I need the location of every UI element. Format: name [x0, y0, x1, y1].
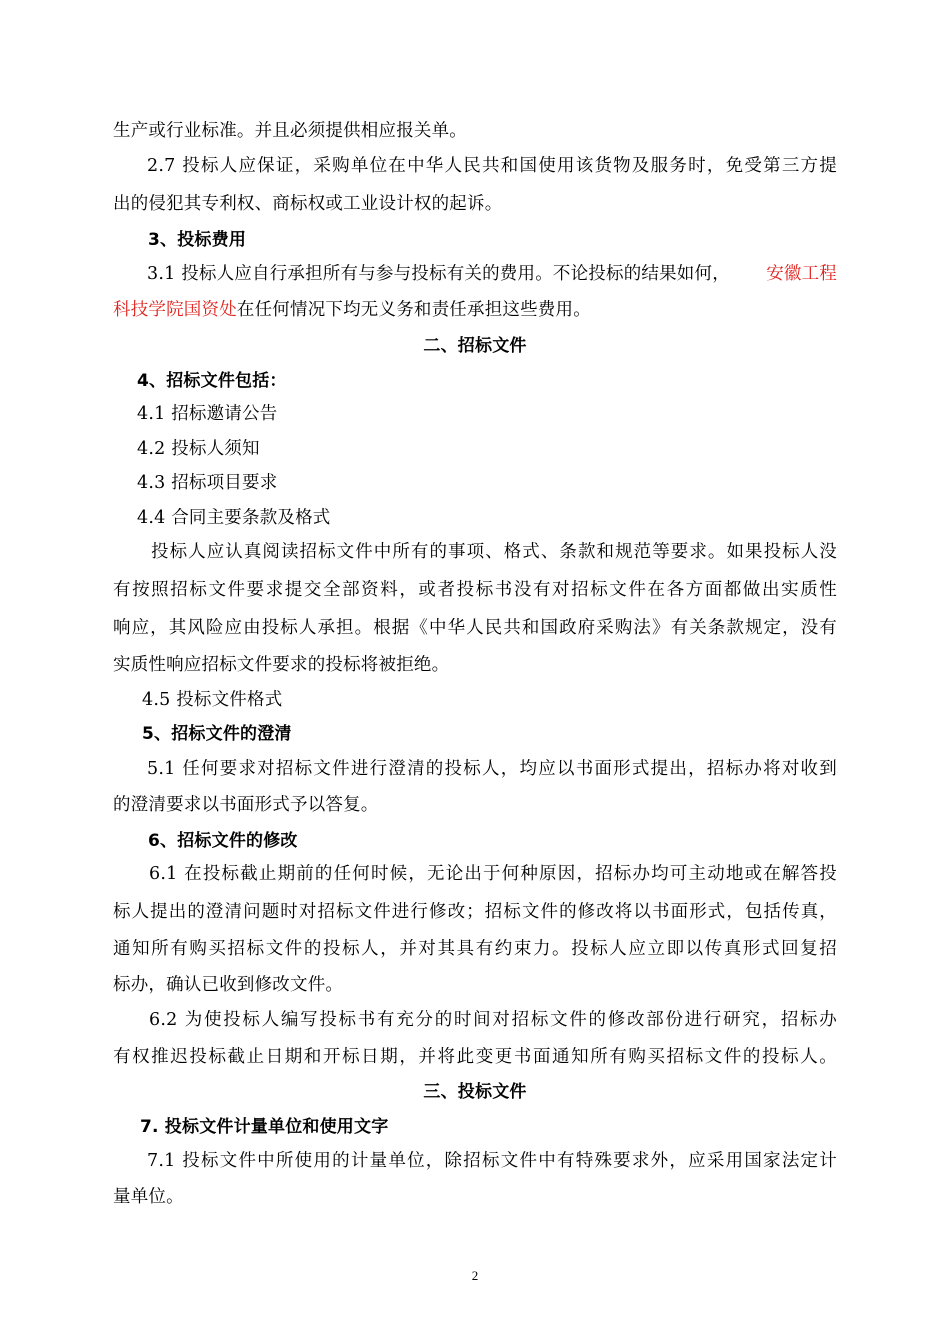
paragraph-line: 6.2 为使投标人编写投标书有充分的时间对招标文件的修改部份进行研究，招标办: [149, 1010, 837, 1030]
paragraph-line: 有权推迟投标截止日期和开标日期，并将此变更书面通知所有购买招标文件的投标人。: [113, 1047, 837, 1067]
paragraph-line: [113, 298, 837, 322]
list-item: 4.2 投标人须知: [137, 439, 260, 459]
paragraph-line: 出的侵犯其专利权、商标权或工业设计权的起诉。: [113, 194, 503, 214]
chapter-heading: 二、招标文件: [423, 336, 527, 356]
section-heading: 3、投标费用: [148, 230, 247, 250]
list-item: 4.5 投标文件格式: [142, 690, 283, 710]
highlighted-text: 科技学院国资处: [113, 300, 237, 320]
paragraph-line: 5.1 任何要求对招标文件进行澄清的投标人，均应以书面形式提出，招标办将对收到: [147, 759, 837, 779]
list-item: 4.1 招标邀请公告: [137, 404, 278, 424]
paragraph-text: 3.1 投标人应自行承担所有与参与投标有关的费用。不论投标的结果如何，: [147, 264, 730, 284]
list-item: 4.4 合同主要条款及格式: [137, 508, 331, 528]
paragraph-line: 有按照招标文件要求提交全部资料，或者投标书没有对招标文件在各方面都做出实质性: [113, 580, 837, 600]
paragraph-line: 响应，其风险应由投标人承担。根据《中华人民共和国政府采购法》有关条款规定，没有: [113, 618, 837, 638]
section-heading: 6、招标文件的修改: [148, 831, 298, 851]
paragraph-line: 投标人应认真阅读招标文件中所有的事项、格式、条款和规范等要求。如果投标人没: [151, 542, 837, 562]
paragraph-line: 的澄清要求以书面形式予以答复。: [113, 795, 379, 815]
section-heading: 4、招标文件包括：: [137, 371, 287, 391]
paragraph-line: [147, 262, 837, 286]
section-heading: 5、招标文件的澄清: [142, 724, 292, 744]
page-number: 2: [471, 1268, 479, 1283]
paragraph-line: 2.7 投标人应保证，采购单位在中华人民共和国使用该货物及服务时，免受第三方提: [147, 156, 837, 176]
paragraph-line: 6.1 在投标截止期前的任何时候，无论出于何种原因，招标办均可主动地或在解答投: [149, 864, 837, 884]
paragraph-line: 通知所有购买招标文件的投标人，并对其具有约束力。投标人应立即以传真形式回复招: [113, 939, 837, 959]
paragraph-line: 生产或行业标准。并且必须提供相应报关单。: [113, 121, 467, 141]
chapter-heading: 三、投标文件: [423, 1082, 527, 1102]
list-item: 4.3 招标项目要求: [137, 473, 278, 493]
paragraph-text: 在任何情况下均无义务和责任承担这些费用。: [236, 300, 591, 320]
paragraph-line: 量单位。: [113, 1187, 184, 1207]
paragraph-line: 7.1 投标文件中所使用的计量单位，除招标文件中有特殊要求外，应采用国家法定计: [147, 1151, 837, 1171]
paragraph-line: 实质性响应招标文件要求的投标将被拒绝。: [113, 655, 450, 675]
paragraph-line: 标办，确认已收到修改文件。: [113, 975, 344, 995]
paragraph-line: 标人提出的澄清问题时对招标文件进行修改；招标文件的修改将以书面形式，包括传真，: [113, 902, 837, 922]
section-heading: 7. 投标文件计量单位和使用文字: [140, 1117, 389, 1137]
highlighted-text: 安徽工程: [766, 264, 837, 284]
